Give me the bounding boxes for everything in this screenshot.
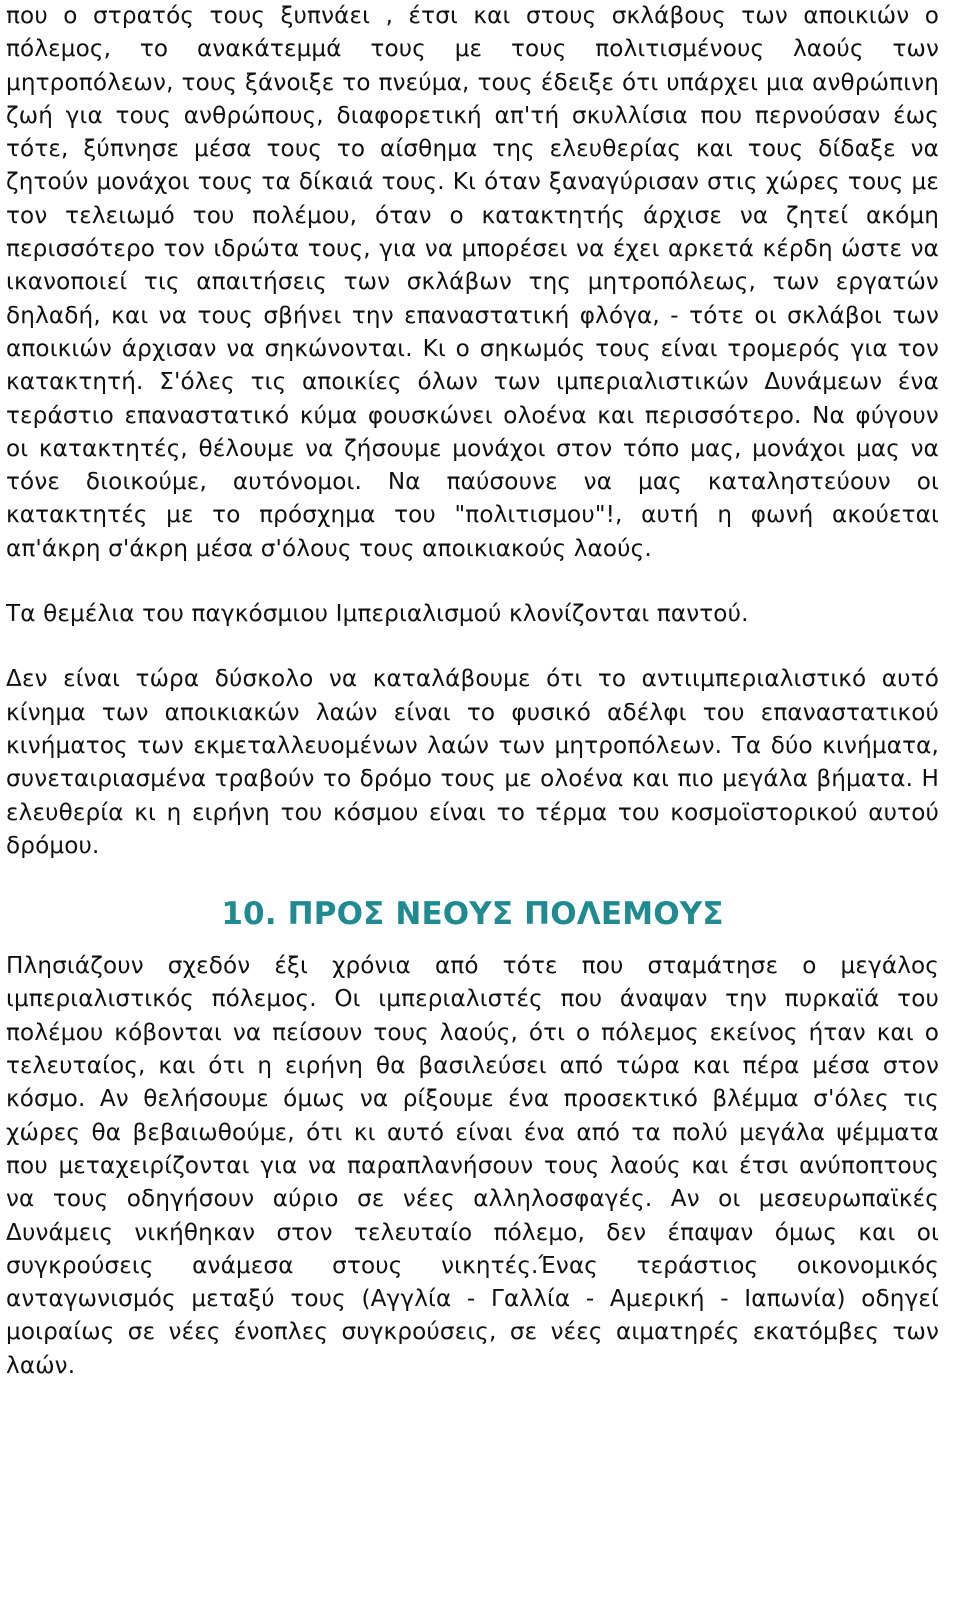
body-paragraph: Τα θεμέλια του παγκόσμιου Ιμπεριαλισμού κλονίζονται παντού. [6, 601, 749, 628]
body-paragraph: που ο στρατός τους ξυπνάει , έτσι και στους σκλάβους των αποικιών ο πόλεμος, το ανακάτεμμά τους με τους πολιτισμένους λαούς των μητροπόλεων, τους ξάνοιξε το πνεύμα, τους έδειξε ότι υπάρχει μια ανθρώπινη ζωή για τους ανθρώπους, διαφορετική απ'τή σκυλλίσια που περνούσαν έως τότε, ξύπνησε μέσα τους το αίσθημα της ελευθερίας και τους δίδαξε να ζητούν μονάχοι τους τα δίκαιά τους. Κι όταν ξαναγύρισαν στις χώρες τους με τον τελειωμό του πολέμου, όταν ο κατακτητής άρχισε να ζητεί ακόμη περισσότερο τον ιδρώτα τους, για να μπορέσει να έχει αρκετά κέρδη ώστε να ικανοποιεί τις απαιτήσεις των σκλάβων της μητροπόλεως, των εργατών δηλαδή, και να τους σβήνει την επαναστατική φλόγα, - τότε οι σκλάβοι των αποικιών άρχισαν να σηκώνονται. Κι ο σηκωμός τους είναι τρομερός για τον κατακτητή. Σ'όλες τις αποικίες όλων των ιμπεριαλιστικών Δυνάμεων ένα τεράστιο επαναστατικό κύμα φουσκώνει ολοένα και περισσότερο. Να φύγουν οι κατακτητές, θέλουμε να ζήσουμε μονάχοι στον τόπο μας, μονάχοι μας να τόνε διοικούμε, αυτόνομοι. Να παύσουνε να μας καταληστεύουν οι κατακτητές με το πρόσχημα του "πολιτισμου"!, αυτή η φωνή ακούεται απ'άκρη σ'άκρη μέσα σ'όλους τους αποικιακούς λαούς. [6, 3, 939, 562]
section-heading: 10. ΠΡΟΣ ΝΕΟΥΣ ΠΟΛΕΜΟΥΣ [221, 896, 724, 933]
body-paragraph: Δεν είναι τώρα δύσκολο να καταλάβουμε ότι το αντιιμπεριαλιστικό αυτό κίνημα των αποικιακών λαών είναι το φυσικό αδέλφι του επαναστατικού κινήματος των εκμεταλλευομένων λαών των μητροπόλεων. Τα δύο κινήματα, συνεταιριασμένα τραβούν το δρόμο τους με ολοένα και πιο μεγάλα βήματα. Η ελευθερία κι η ειρήνη του κόσμου είναι το τέρμα του κοσμοϊστορικού αυτού δρόμου. [6, 666, 939, 859]
document-page [6, 0, 939, 1383]
body-paragraph: Πλησιάζουν σχεδόν έξι χρόνια από τότε που σταμάτησε ο μεγάλος ιμπεριαλιστικός πόλεμος. Οι ιμπεριαλιστές που άναψαν την πυρκαϊά του πολέμου κόβονται να πείσουν τους λαούς, ότι ο πόλεμος εκείνος ήταν και ο τελευταίος, και ότι η ειρήνη θα βασιλεύσει από τώρα και πέρα μέσα στον κόσμο. Αν θελήσουμε όμως να ρίξουμε ένα προσεκτικό βλέμμα σ'όλες τις χώρες θα βεβαιωθούμε, ότι κι αυτό είναι ένα από τα πολύ μεγάλα ψέμματα που μεταχειρίζονται για να παραπλανήσουν τους λαούς και έτσι ανύποπτους να τους οδηγήσουν αύριο σε νέες αλληλοσφαγές. Αν οι μεσευρωπαϊκές Δυνάμεις νικήθηκαν στον τελευταίο πόλεμο, δεν έπαψαν όμως και οι συγκρούσεις ανάμεσα στους νικητές.Ένας τεράστιος οικονομικός ανταγωνισμός μεταξύ τους (Αγγλία - Γαλλία - Αμερική - Ιαπωνία) οδηγεί μοιραίως σε νέες ένοπλες συγκρούσεις, σε νέες αιματηρές εκατόμβες των λαών. [6, 953, 939, 1379]
